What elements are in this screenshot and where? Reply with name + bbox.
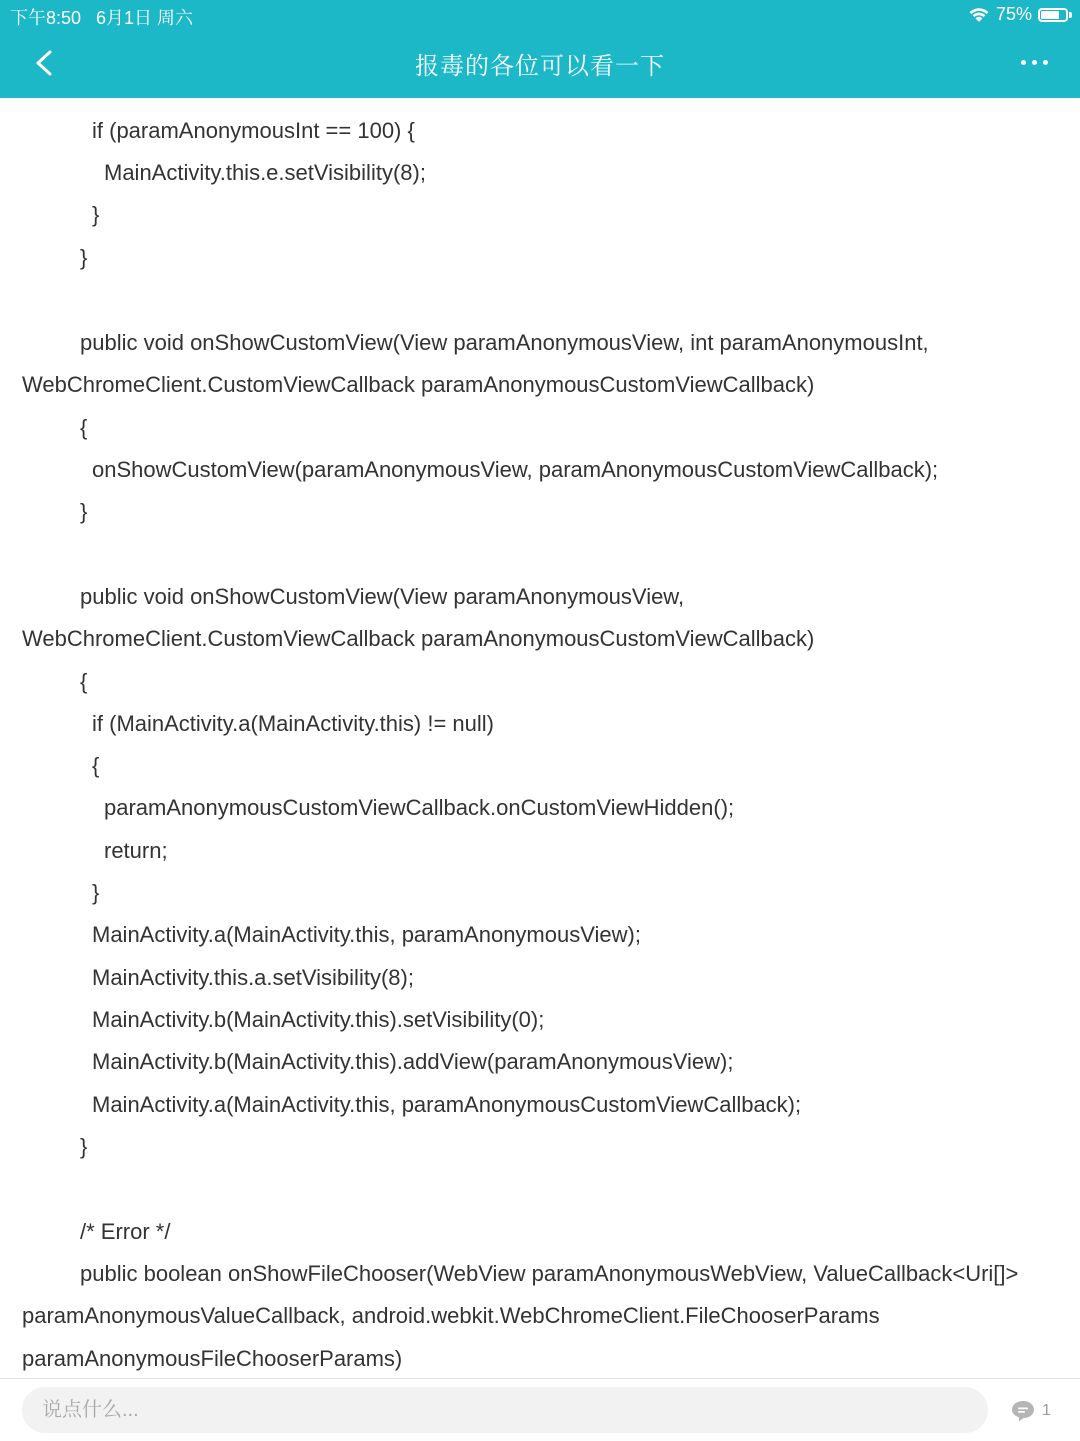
code-line: MainActivity.this.a.setVisibility(8); — [92, 965, 414, 990]
code-line: paramAnonymousValueCallback, android.webkit.WebChromeClient.FileChooserParams — [22, 1303, 880, 1328]
comment-bar — [0, 1378, 1080, 1441]
comment-input[interactable] — [22, 1387, 988, 1433]
code-line: public void onShowCustomView(View paramAnonymousView, — [80, 584, 685, 609]
code-line: /* Error */ — [80, 1219, 171, 1244]
more-dot-icon — [1032, 60, 1037, 65]
status-date: 6月1日 周六 — [96, 8, 194, 28]
page-title: 报毒的各位可以看一下 — [415, 53, 665, 80]
code-line: paramAnonymousFileChooserParams) — [22, 1346, 403, 1371]
comments-button[interactable] — [1010, 1397, 1051, 1425]
code-line: MainActivity.a(MainActivity.this, paramAnonymousCustomViewCallback); — [92, 1092, 802, 1117]
clipped-code-line — [0, 98, 12, 102]
code-line: MainActivity.b(MainActivity.this).addView(paramAnonymousView); — [92, 1049, 734, 1074]
wifi-icon — [968, 7, 990, 23]
code-line: return; — [104, 838, 168, 863]
code-line: public boolean onShowFileChooser(WebView paramAnonymousWebView, ValueCallback<Uri[]> — [80, 1261, 1019, 1286]
code-line: WebChromeClient.CustomViewCallback paramAnonymousCustomViewCallback) — [22, 626, 815, 651]
code-line: if (paramAnonymousInt == 100) { — [92, 118, 415, 143]
code-line: MainActivity.a(MainActivity.this, paramAnonymousView); — [92, 922, 641, 947]
battery-icon — [1038, 8, 1072, 22]
code-line: if (MainActivity.a(MainActivity.this) != null) — [92, 711, 494, 736]
more-dot-icon — [1021, 60, 1026, 65]
code-line: } — [80, 245, 88, 270]
code-line: } — [80, 1134, 88, 1159]
status-indicators — [968, 4, 1072, 25]
code-line: MainActivity.this.e.setVisibility(8); — [104, 160, 426, 185]
code-line: { — [80, 669, 88, 694]
code-line: } — [92, 202, 100, 227]
code-line: onShowCustomView(paramAnonymousView, paramAnonymousCustomViewCallback); — [92, 457, 939, 482]
status-time: 下午8:50 — [10, 8, 82, 28]
top-bar — [0, 0, 1080, 98]
code-line: public void onShowCustomView(View paramAnonymousView, int paramAnonymousInt, — [80, 330, 929, 355]
comment-count: 1 — [1042, 1402, 1051, 1419]
comment-bubble-icon — [1010, 1399, 1036, 1423]
code-line: MainActivity.b(MainActivity.this).setVisibility(0); — [92, 1007, 545, 1032]
more-options-button[interactable] — [1014, 52, 1054, 72]
battery-percentage: 75% — [995, 4, 1032, 24]
more-dot-icon — [1043, 60, 1048, 65]
article-body — [0, 98, 1080, 1378]
code-line: paramAnonymousCustomViewCallback.onCustomViewHidden(); — [104, 795, 735, 820]
code-line: { — [92, 753, 100, 778]
code-line: { — [80, 415, 88, 440]
code-line: } — [92, 880, 100, 905]
code-line: } — [80, 499, 88, 524]
code-line: WebChromeClient.CustomViewCallback paramAnonymousCustomViewCallback) — [22, 372, 815, 397]
